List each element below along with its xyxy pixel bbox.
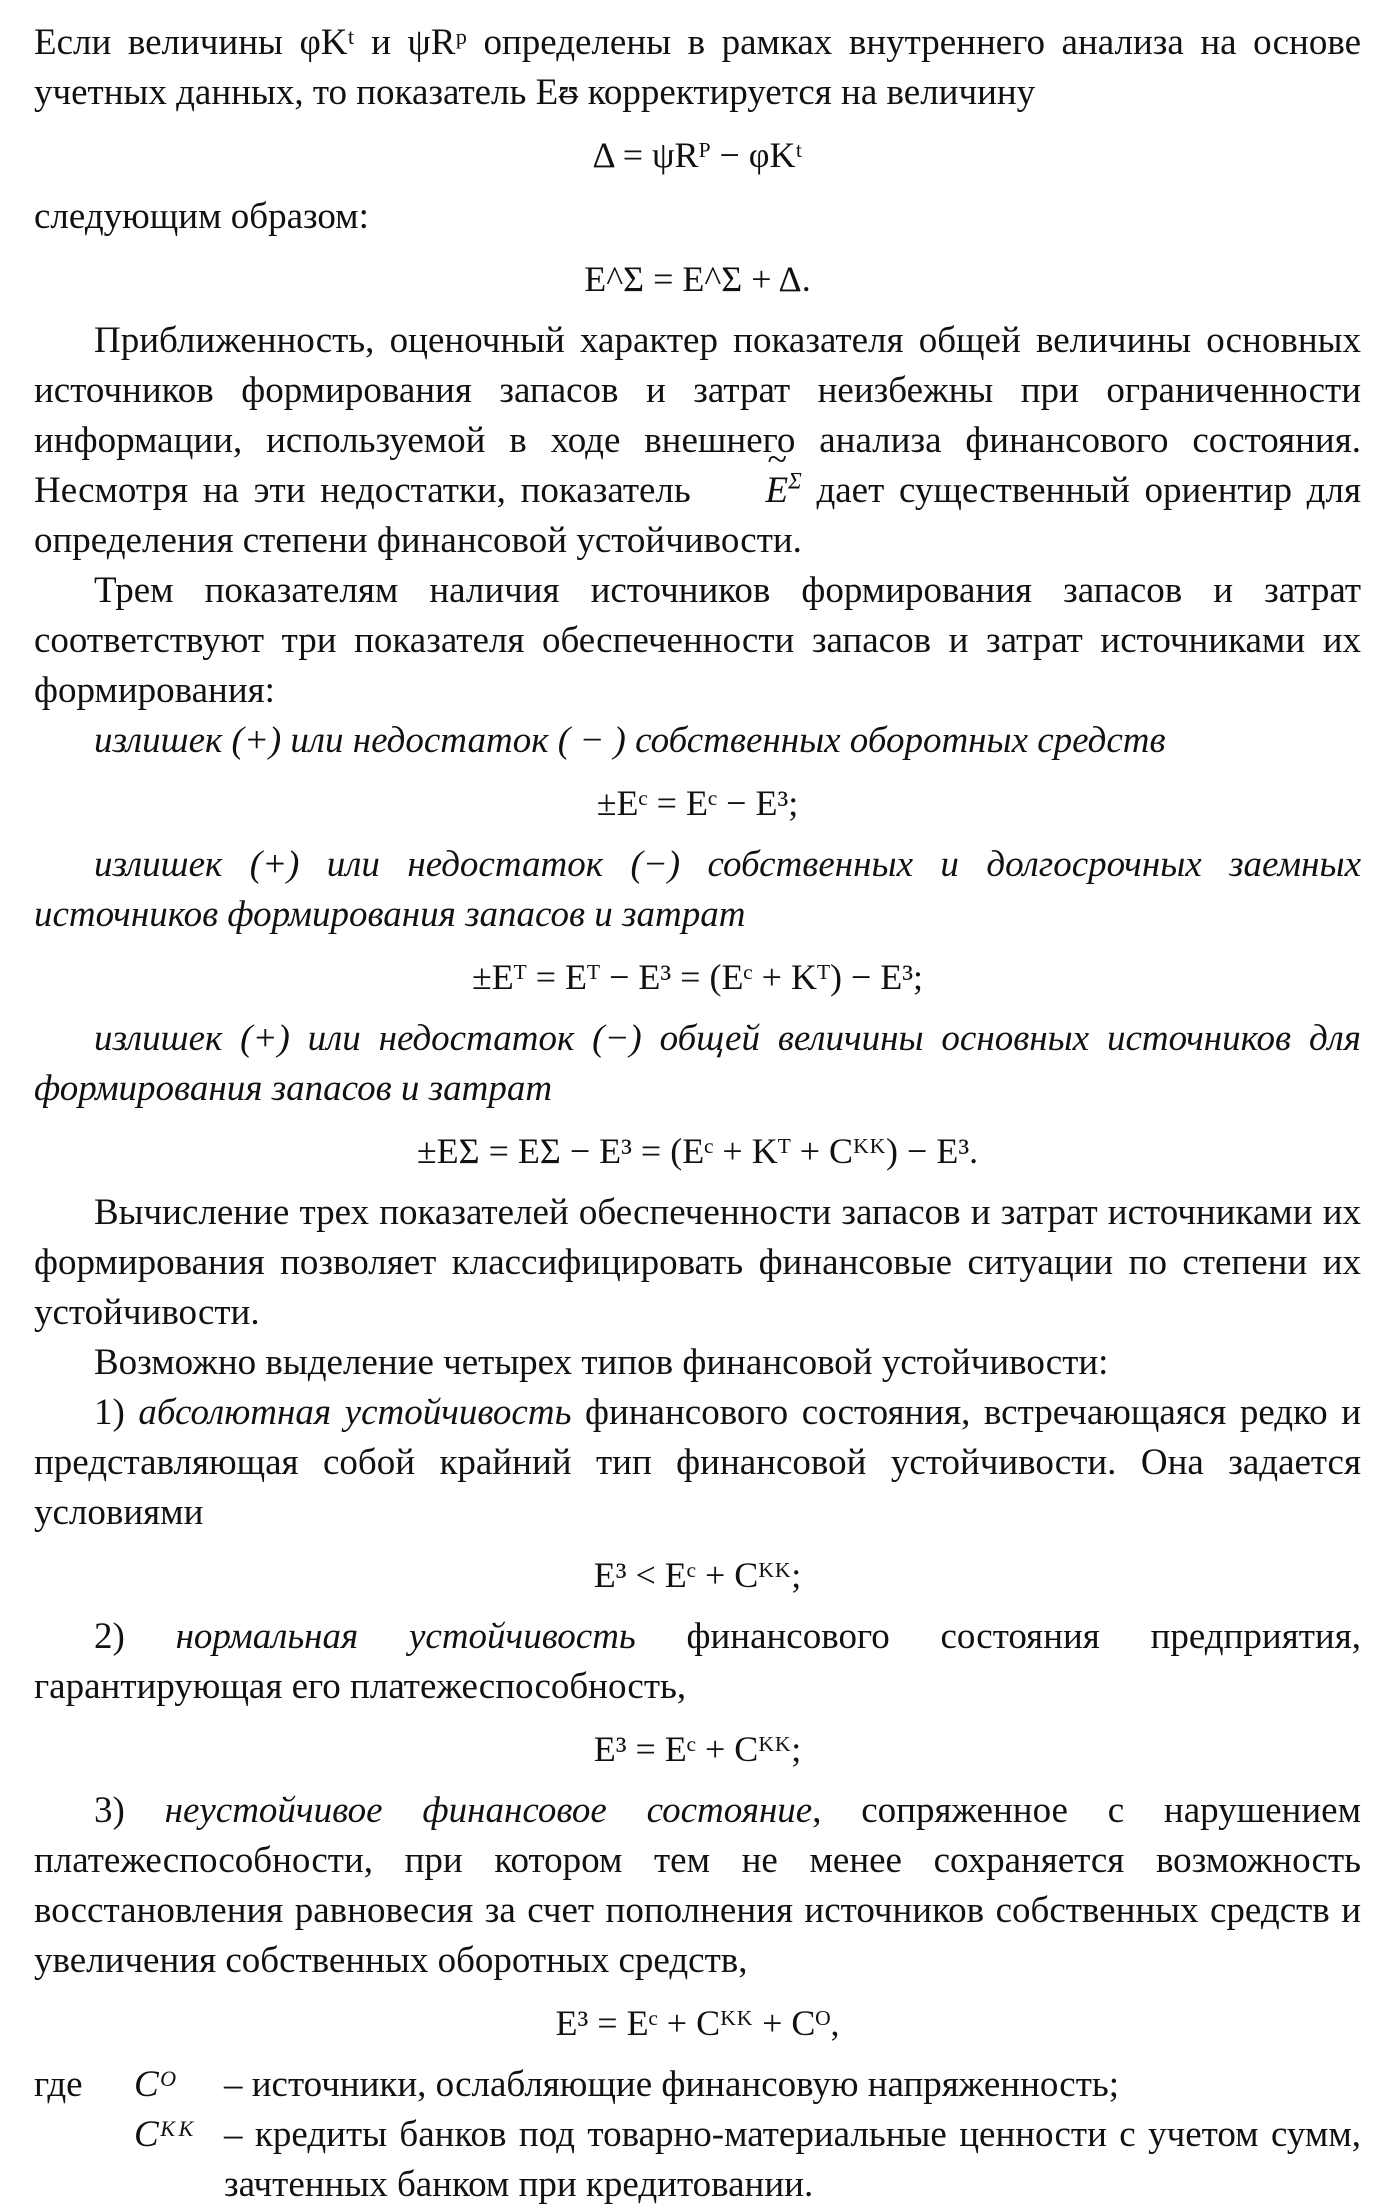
definition-c-kk-text: – кредиты банков под товарно-материальные ценности с учетом сумм, зачтенных банком при кредитовании. xyxy=(224,2114,1361,2205)
type-2-term: нормальная устойчивость xyxy=(175,1616,636,1657)
definition-c-o-symbol: Cᴼ xyxy=(134,2064,177,2105)
indicator-2-label: излишек (+) или недостаток (−) собственных и долгосрочных заемных источников формирования запасов и затрат xyxy=(34,844,1361,935)
paragraph-intro: Если величины φKᵗ и ψRᵖ определены в рамках внутреннего анализа на основе учетных данных, то показатель Eᵿ корректируется на величину xyxy=(34,22,1361,113)
type-1-absolute xyxy=(34,1388,1361,1538)
formula-delta: Δ = ψRᴾ − φKᵗ xyxy=(592,135,803,175)
type-3-unstable xyxy=(34,1786,1361,1986)
indicator-1-label: излишек (+) или недостаток ( − ) собственных оборотных средств xyxy=(94,720,1166,761)
formula-type-2: E³ = Eᶜ + Cᴷᴷ; xyxy=(593,1729,802,1769)
paragraph-calculation: Вычисление трех показателей обеспеченности запасов и затрат источниками их формирования позволяет классифицировать финансовые ситуации по степени их устойчивости. xyxy=(34,1192,1361,1333)
type-1-term: абсолютная устойчивость xyxy=(138,1392,572,1433)
paragraph-approximation xyxy=(34,316,1361,566)
indicator-3-label: излишек (+) или недостаток (−) общей величины основных источников для формирования запасов и затрат xyxy=(34,1018,1361,1109)
definition-c-kk-symbol: Cᴷᴷ xyxy=(134,2114,196,2155)
e-tilde-symbol: ~ $E^\Sigma$ xyxy=(705,466,801,516)
formula-type-3: E³ = Eᶜ + Cᴷᴷ + Cᴼ, xyxy=(555,2003,840,2043)
formula-indicator-2: ±Eᵀ = Eᵀ − E³ = (Eᶜ + Kᵀ) − E³; xyxy=(471,957,924,997)
formula-indicator-1: ±Eᶜ = Eᶜ − E³; xyxy=(596,783,799,823)
type-2-text: финансового состояния предприятия, гарантирующая его платежеспособность, xyxy=(34,1616,1361,1707)
formula-e-tilde: E^Σ = E^Σ + Δ. xyxy=(584,259,811,299)
type-3-text: , сопряженное с нарушением платежеспособности, при котором тем не менее сохраняется возможность восстановления равновесия за счет пополнения источников собственных средств и увеличения собственных оборотных средств, xyxy=(34,1790,1361,1981)
type-1-text: финансового состояния, встречающаяся редко и представляющая собой крайний тип финансовой устойчивости. Она задается условиями xyxy=(34,1392,1362,1533)
paragraph-following: следующим образом: xyxy=(34,196,369,237)
definition-c-kk xyxy=(34,2110,1361,2210)
type-3-term: неустойчивое финансовое состояние xyxy=(164,1790,813,1831)
where-word: где xyxy=(34,2064,83,2105)
type-2-number: 2) xyxy=(94,1616,125,1657)
formula-type-1: E³ < Eᶜ + Cᴷᴷ; xyxy=(593,1555,802,1595)
type-3-number: 3) xyxy=(94,1790,125,1831)
definition-c-o xyxy=(34,2060,1361,2110)
definition-c-o-text: – источники, ослабляющие финансовую напряженность; xyxy=(224,2064,1120,2105)
paragraph-approximation-part1: Приближенность, оценочный характер показателя общей величины основных источников формирования запасов и затрат неизбежны при ограниченности информации, используемой в ходе внешнего анализа финансового состояния. Несмотря на эти недостатки, показатель xyxy=(34,320,1361,511)
type-1-number: 1) xyxy=(94,1392,125,1433)
paragraph-four-types: Возможно выделение четырех типов финансовой устойчивости: xyxy=(94,1342,1109,1383)
paragraph-approximation-part2: дает существенный ориентир для определения степени финансовой устойчивости. xyxy=(34,470,1361,561)
paragraph-three-indicators: Трем показателям наличия источников формирования запасов и затрат соответствуют три показателя обеспеченности запасов и затрат источниками их формирования: xyxy=(34,570,1361,711)
formula-indicator-3: ±EΣ = EΣ − E³ = (Eᶜ + Kᵀ + Cᴷᴷ) − E³. xyxy=(416,1131,979,1171)
type-2-normal xyxy=(34,1612,1361,1712)
